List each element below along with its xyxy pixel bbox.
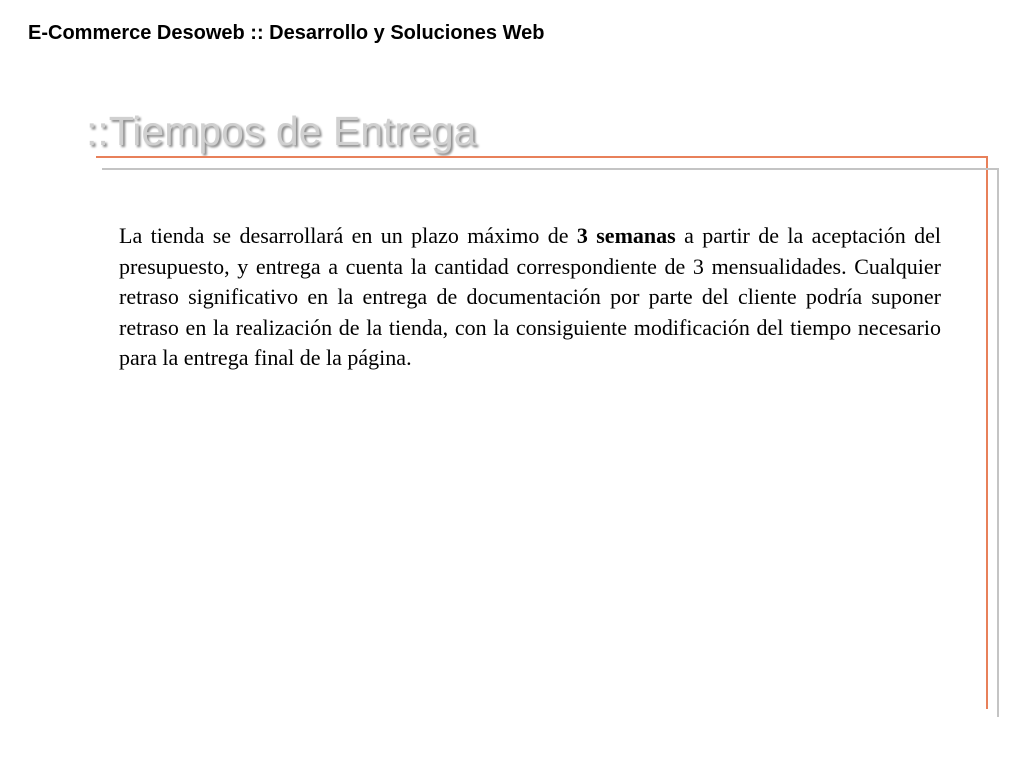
frame-line-gray-horizontal	[102, 168, 999, 170]
body-paragraph	[119, 221, 941, 374]
frame-line-gray-vertical	[997, 168, 999, 717]
paragraph-emphasis: 3 semanas	[576, 223, 676, 248]
paragraph-lead: La tienda se desarrollará en un plazo máximo de	[119, 223, 577, 248]
paragraph-rest: a partir de la aceptación del presupuesto, y entrega a cuenta la cantidad correspondiente de 3 mensualidades. Cualquier retraso significativo en la entrega de documentación por parte del cliente podría suponer retraso en la realización de la tienda, con la consiguiente modificación del tiempo necesario para la entrega final de la página.	[119, 223, 941, 370]
frame-line-orange-vertical	[986, 156, 988, 709]
presentation-header: E-Commerce Desoweb :: Desarrollo y Soluciones Web	[28, 22, 545, 44]
frame-line-orange-horizontal	[96, 156, 988, 158]
slide-title: ::Tiempos de Entrega	[86, 108, 477, 154]
